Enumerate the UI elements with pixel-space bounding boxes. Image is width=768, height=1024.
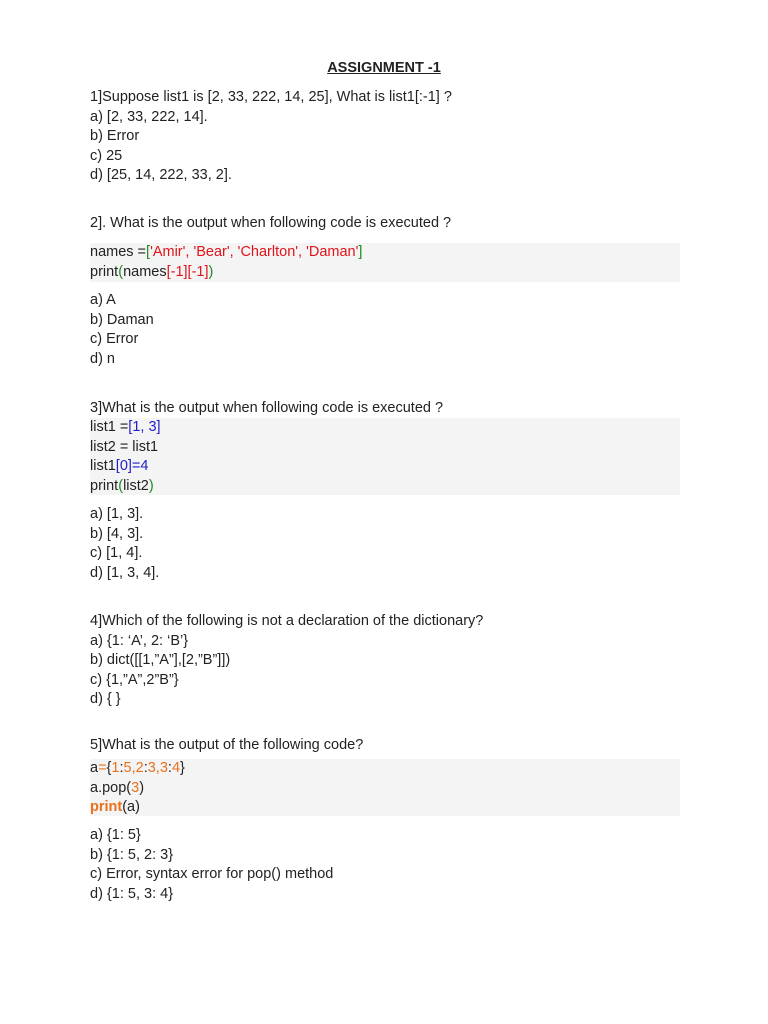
option: a) [1, 3]. [90,506,144,522]
code-token: 2 [135,760,144,776]
option: c) 25 [90,147,123,164]
question-3-text: 3]What is the output when following code is executed ? [90,400,444,416]
option: d) {1: 5, 3: 4} [90,885,174,902]
code-token: , [131,760,136,776]
question-3-options [90,505,680,583]
option: b) [4, 3]. [90,525,144,542]
code-token: print [90,477,119,494]
code-block-2 [90,243,680,282]
code-token: ( [118,477,124,494]
code-token: 3 [131,779,140,796]
code-line [90,759,680,779]
code-token: list1 = [90,419,129,435]
code-token: 4 [171,760,181,776]
code-line [90,798,680,818]
question-5-options [90,826,680,904]
code-token: ) [148,477,154,494]
question-1 [90,88,680,186]
code-token: names [123,263,167,280]
code-block-5 [90,759,680,816]
option: d) [25, 14, 222, 33, 2]. [90,167,232,184]
code-line [90,477,680,497]
option: c) {1,”A”,2”B”} [90,671,179,688]
code-token: 3 [159,760,168,776]
question-2-text: 2]. What is the output when following code is executed ? [90,215,452,231]
question-2-options [90,291,680,369]
option: d) { } [90,691,121,708]
code-token: 5 [123,760,132,776]
question-4 [90,612,680,710]
question-5 [90,736,680,756]
code-token: 1 [111,760,120,776]
code-token: ) [208,263,214,280]
code-token: [1, 3] [128,419,161,435]
code-token: list2 [123,477,149,494]
question-4-text: 4]Which of the following is not a declaration of the dictionary? [90,613,484,629]
code-line [90,457,680,477]
option: d) [1, 3, 4]. [90,564,160,581]
code-line: list2 = list1 [90,438,159,455]
question-2 [90,214,680,234]
code-token: a.pop [90,779,127,796]
question-1-text: 1]Suppose list1 is [2, 33, 222, 14, 25], What is list1[:-1] ? [90,89,452,105]
code-token: [ [146,244,151,260]
code-token: } [180,760,185,776]
option: c) [1, 4]. [90,545,143,562]
code-token: { [106,760,112,776]
option: b) {1: 5, 2: 3} [90,846,174,863]
code-line [90,263,680,283]
code-token: 'Amir', 'Bear', 'Charlton', 'Daman' [150,244,359,260]
code-token: 3 [147,760,156,776]
question-3 [90,399,680,419]
code-token: [0] [115,458,132,475]
code-token: (a) [122,799,140,816]
code-token: , [155,760,160,776]
code-token: ) [139,779,145,796]
option: a) {1: ‘A’, 2: ‘B’} [90,632,189,649]
code-token: : [143,760,148,776]
code-token: = [98,760,107,776]
option: a) {1: 5} [90,827,141,843]
code-token: [-1][-1] [166,263,209,280]
code-token: : [167,760,172,776]
code-block-3 [90,418,680,495]
option: a) A [90,292,116,308]
code-token: print [90,263,119,280]
code-line [90,243,680,263]
question-5-text: 5]What is the output of the following code? [90,737,364,753]
option: d) n [90,350,115,367]
code-token: ( [118,263,124,280]
option: a) [2, 33, 222, 14]. [90,108,208,125]
option: b) dict([[1,”A”],[2,”B”]]) [90,652,231,669]
code-token: ( [126,779,132,796]
code-token: print [90,799,123,816]
code-token: a [90,760,99,776]
option: c) Error, syntax error for pop() method [90,866,334,883]
code-line [90,418,680,438]
code-token: list1 [90,458,116,475]
option: c) Error [90,331,139,348]
page-title: ASSIGNMENT -1 [327,60,441,76]
code-token: ] [358,244,363,260]
option: b) Error [90,128,140,145]
option: b) Daman [90,311,154,328]
code-token: names = [90,244,147,260]
code-token: =4 [131,458,149,475]
code-token: : [119,760,124,776]
code-line [90,779,680,799]
